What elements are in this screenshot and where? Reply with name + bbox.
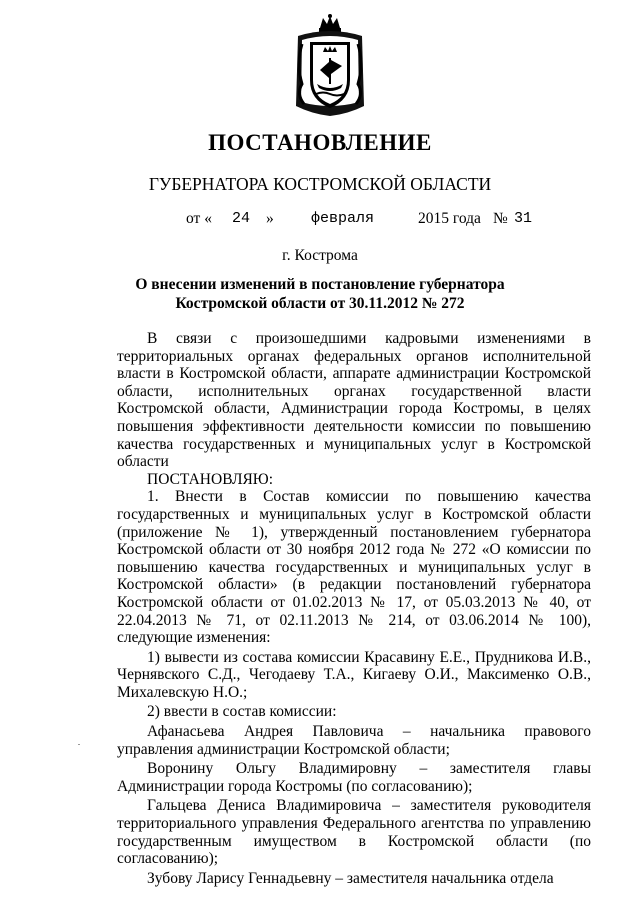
clause-1-paragraph: 1. Внести в Состав комиссии по повышению качества государственных и муниципальных услуг в Костромской области (приложение № 1), утвержденный постановлением губернатора Костромской области от 30 ноября 2012 года № 272 «О комиссии по повышению качества государственных и муниципальных услуг в Костромской области» (в редакции постановлений губернатора Костромской области от 01.02.2013 № 17, от 05.03.2013 № 40, от 22.04.2013 № 71, от 02.11.2013 № 214, от 03.06.2014 № 100), следующие изменения:: [117, 488, 591, 647]
member-paragraph: Воронину Ольгу Владимировну – заместителя главы Администрации города Костромы (по согласованию);: [117, 760, 591, 795]
document-title: ПОСТАНОВЛЕНИЕ: [208, 130, 432, 155]
scan-speck: [78, 744, 80, 745]
kostroma-coat-of-arms-icon: [292, 14, 368, 118]
date-day: 24: [232, 210, 251, 227]
subclause-1-paragraph: 1) вывести из состава комиссии Красавину Е.Е., Прудникова И.В., Чернявского С.Д., Чегодаеву Т.А., Кигаеву О.И., Максименко О.В., Михалевскую Н.О.;: [117, 648, 591, 701]
heading-line: О внесении изменений в постановление губернатора: [135, 276, 505, 293]
date-prefix: от «: [186, 210, 212, 227]
heading-line: Костромской области от 30.11.2012 № 272: [175, 295, 465, 312]
date-month: февраля: [311, 210, 375, 227]
member-paragraph: Гальцева Дениса Владимировича – заместителя руководителя территориального управления Федерального агентства по управлению государственным имуществом в Костромской области (по согласованию);: [117, 797, 591, 868]
subclause-2-paragraph: 2) ввести в состав комиссии:: [147, 703, 337, 721]
date-close-quote: »: [266, 210, 274, 227]
document-body: [117, 330, 591, 887]
document-number: 31: [514, 210, 533, 227]
member-paragraph: Афанасьева Андрея Павловича – начальника правового управления администрации Костромской области;: [117, 723, 591, 758]
document-issuer: ГУБЕРНАТОРА КОСТРОМСКОЙ ОБЛАСТИ: [148, 174, 492, 194]
preamble-paragraph: В связи с произошедшими кадровыми изменениями в территориальных органах федеральных органов исполнительной власти в Костромской области, аппарате администрации Костромской области, исполнительных органах государственной власти Костромской области, Администрации города Костромы, в целях повышения эффективности деятельности комиссии по повышению качества государственных и муниципальных услуг в Костромской области: [117, 330, 591, 471]
city-name: г. Кострома: [282, 247, 358, 264]
document-number-sign: №: [493, 210, 508, 227]
document-heading: [0, 275, 640, 313]
decree-word: ПОСТАНОВЛЯЮ:: [147, 470, 274, 488]
date-year: 2015 года: [418, 210, 481, 227]
member-paragraph: Зубову Ларису Геннадьевну – заместителя начальника отдела: [147, 869, 554, 887]
